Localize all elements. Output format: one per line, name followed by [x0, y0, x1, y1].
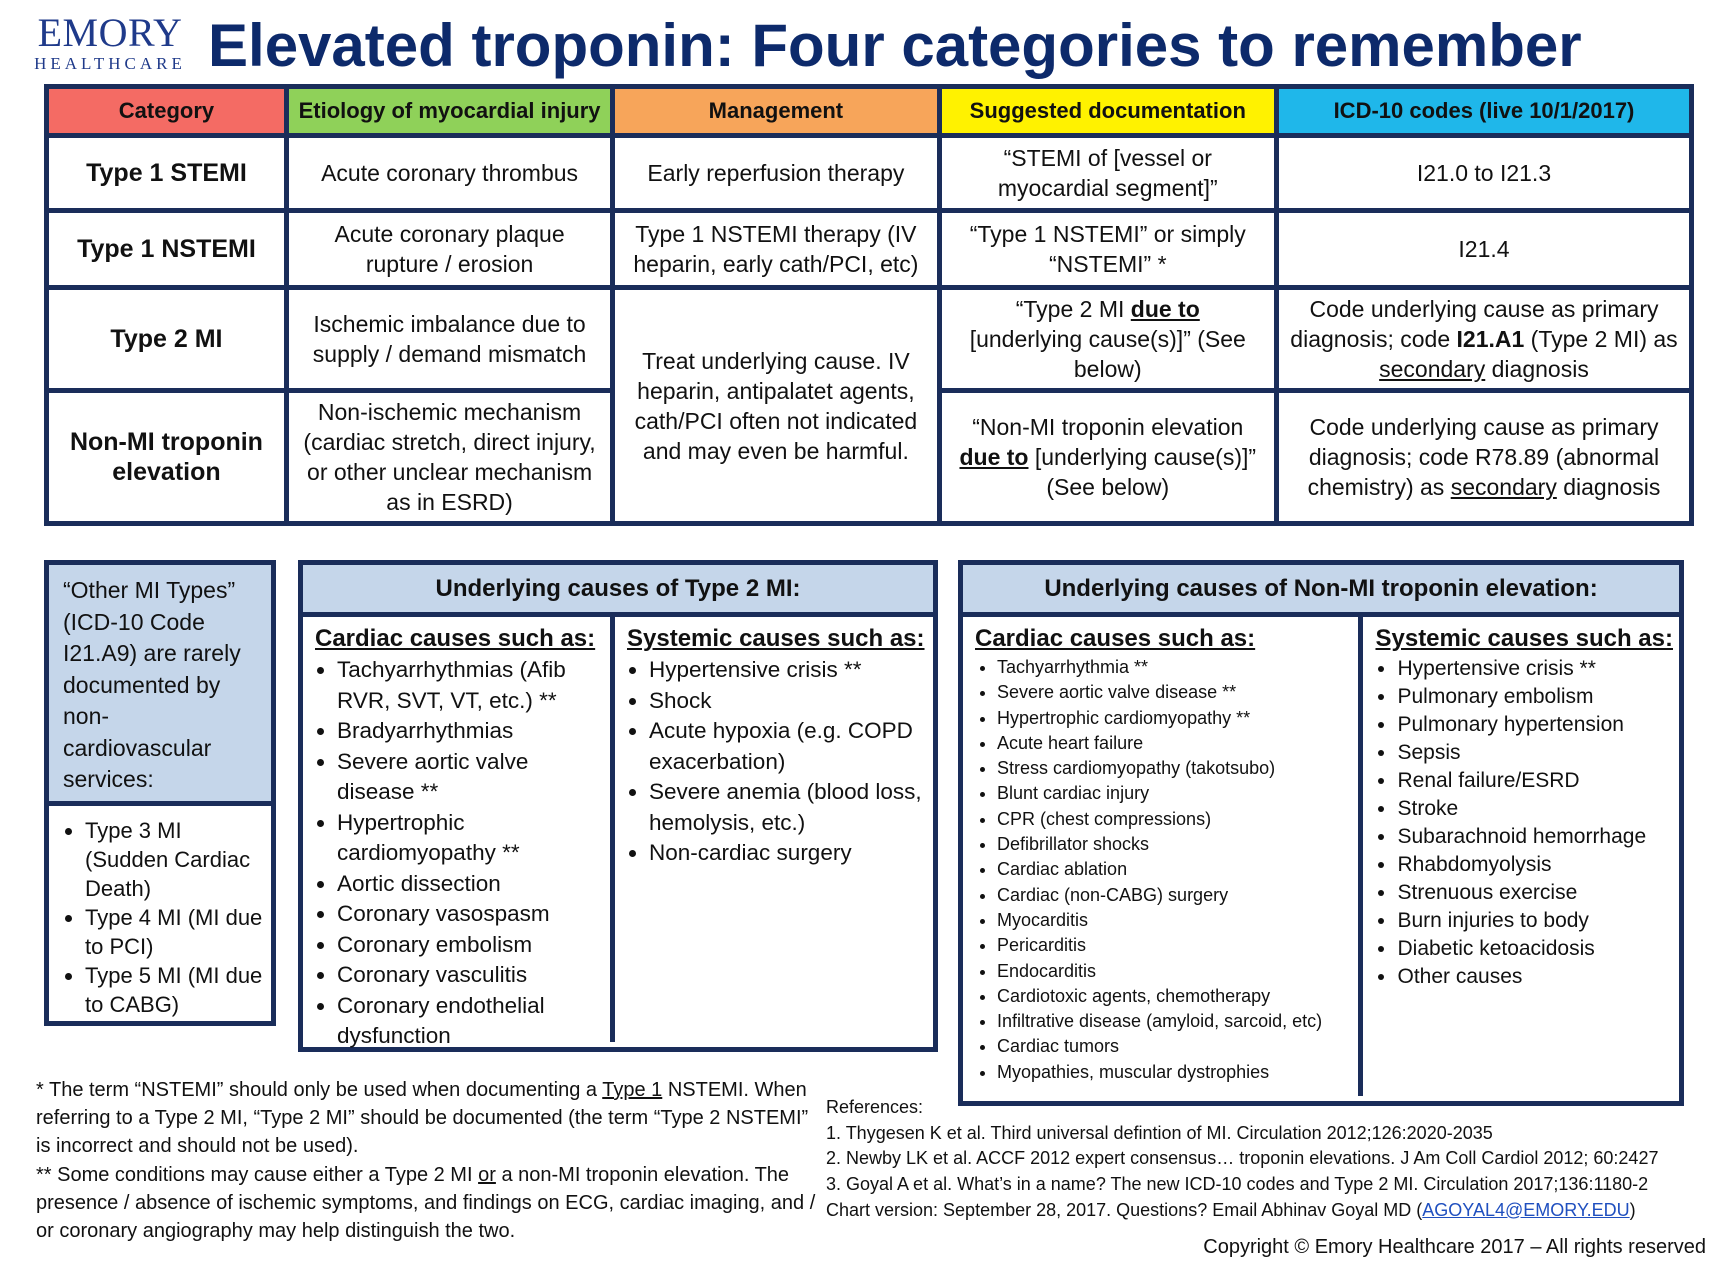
- list-item: • Defibrillator shocks: [997, 832, 1352, 857]
- nonmi-systemic-title: Systemic causes such as:: [1375, 625, 1673, 652]
- nonmi-cardiac-list: [975, 655, 1352, 1085]
- row-icd10: I21.0 to I21.3: [1279, 138, 1689, 208]
- other-mi-types-list: [63, 816, 265, 1019]
- list-item: • Diabetic ketoacidosis: [1397, 935, 1673, 963]
- type2-systemic-list: [627, 655, 927, 869]
- table-row: [49, 138, 1689, 208]
- row-icd10: Code underlying cause as primary diagnosis; code R78.89 (abnormal chemistry) as secondary diagnosis: [1279, 393, 1689, 521]
- list-item: • Bradyarrhythmias: [337, 716, 604, 747]
- list-item: • Acute hypoxia (e.g. COPD exacerbation): [649, 716, 927, 777]
- list-item: • Severe aortic valve disease **: [997, 680, 1352, 705]
- list-item: • Sepsis: [1397, 739, 1673, 767]
- nonmi-systemic-column: [1358, 617, 1679, 1096]
- reference-item: 3. Goyal A et al. What’s in a name? The new ICD-10 codes and Type 2 MI. Circulation 2017;136:1180-2: [826, 1174, 1649, 1195]
- logo-line-1: EMORY: [37, 10, 183, 55]
- list-item: • Hypertrophic cardiomyopathy **: [997, 706, 1352, 731]
- list-item: • Shock: [649, 686, 927, 717]
- row-category: Type 1 NSTEMI: [49, 213, 284, 285]
- type2-systemic-column: [610, 617, 933, 1042]
- list-item: • Coronary vasculitis: [337, 960, 604, 991]
- list-item: • Pulmonary hypertension: [1397, 711, 1673, 739]
- list-item: • Cardiac (non-CABG) surgery: [997, 883, 1352, 908]
- row-documentation: “Type 1 NSTEMI” or simply “NSTEMI” *: [942, 213, 1274, 285]
- nonmi-systemic-list: [1375, 655, 1673, 991]
- header-management: Management: [615, 89, 936, 133]
- list-item: • Tachyarrhythmias (Afib RVR, SVT, VT, etc.) **: [337, 655, 604, 716]
- page-title: Elevated troponin: Four categories to remember: [208, 12, 1582, 79]
- list-item: • Coronary vasospasm: [337, 899, 604, 930]
- list-item: • Hypertensive crisis **: [649, 655, 927, 686]
- header-icd10: ICD-10 codes (live 10/1/2017): [1279, 89, 1689, 133]
- list-item: • Hypertrophic cardiomyopathy **: [337, 808, 604, 869]
- list-item: • Acute heart failure: [997, 731, 1352, 756]
- row-etiology: Non-ischemic mechanism (cardiac stretch, direct injury, or other unclear mechanism as in ESRD): [289, 393, 610, 521]
- list-item: • Type 5 MI (MI due to CABG): [85, 961, 265, 1019]
- type2-systemic-title: Systemic causes such as:: [627, 625, 925, 652]
- row-category: Type 1 STEMI: [49, 138, 284, 208]
- table-header-row: [49, 89, 1689, 133]
- footnotes: [36, 1076, 826, 1245]
- row-documentation: “Non-MI troponin elevation due to [underlying cause(s)]” (See below): [942, 393, 1274, 521]
- list-item: • Myocarditis: [997, 908, 1352, 933]
- list-item: • Pulmonary embolism: [1397, 683, 1673, 711]
- chart-version: Chart version: September 28, 2017. Questions? Email Abhinav Goyal MD (AGOYAL4@EMORY.EDU): [826, 1199, 1636, 1220]
- list-item: • Severe aortic valve disease **: [337, 747, 604, 808]
- reference-item: 2. Newby LK et al. ACCF 2012 expert consensus… troponin elevations. J Am Coll Cardiol 2012; 60:2427: [826, 1148, 1659, 1169]
- type2-causes-title: Underlying causes of Type 2 MI:: [303, 565, 933, 617]
- type2-cardiac-column: [303, 617, 610, 1048]
- row-documentation: “Type 2 MI due to [underlying cause(s)]” (See below): [942, 290, 1274, 388]
- list-item: • Type 3 MI (Sudden Cardiac Death): [85, 816, 265, 903]
- logo-line-2: HEALTHCARE: [34, 54, 186, 73]
- list-item: • Subarachnoid hemorrhage: [1397, 823, 1673, 851]
- shared-management: Treat underlying cause. IV heparin, antipalatet agents, cath/PCI often not indicated and may even be harmful.: [615, 290, 936, 521]
- row-icd10: Code underlying cause as primary diagnosis; code I21.A1 (Type 2 MI) as secondary diagnosis: [1279, 290, 1689, 388]
- categories-table: [44, 84, 1694, 526]
- nonmi-cardiac-column: [963, 617, 1358, 1096]
- type2-cardiac-list: [315, 655, 604, 1052]
- row-etiology: Acute coronary plaque rupture / erosion: [289, 213, 610, 285]
- header-category: Category: [49, 89, 284, 133]
- list-item: • Severe anemia (blood loss, hemolysis, etc.): [649, 777, 927, 838]
- list-item: • Cardiotoxic agents, chemotherapy: [997, 984, 1352, 1009]
- reference-item: 1. Thygesen K et al. Third universal defintion of MI. Circulation 2012;126:2020-2035: [826, 1122, 1493, 1143]
- header-documentation: Suggested documentation: [942, 89, 1274, 133]
- row-management: Type 1 NSTEMI therapy (IV heparin, early cath/PCI, etc): [615, 213, 936, 285]
- list-item: • Coronary embolism: [337, 930, 604, 961]
- type2-causes-panel: [298, 560, 938, 1052]
- list-item: • Endocarditis: [997, 959, 1352, 984]
- list-item: • Stroke: [1397, 795, 1673, 823]
- row-category: Type 2 MI: [49, 290, 284, 388]
- list-item: • Hypertensive crisis **: [1397, 655, 1673, 683]
- row-category: Non-MI troponin elevation: [49, 393, 284, 521]
- other-mi-types-box: [44, 560, 276, 1026]
- list-item: • Other causes: [1397, 963, 1673, 991]
- references: [826, 1095, 1706, 1224]
- list-item: • Tachyarrhythmia **: [997, 655, 1352, 680]
- list-item: • Infiltrative disease (amyloid, sarcoid, etc): [997, 1009, 1352, 1034]
- row-etiology: Acute coronary thrombus: [289, 138, 610, 208]
- list-item: • Rhabdomyolysis: [1397, 851, 1673, 879]
- table-row: [49, 213, 1689, 285]
- list-item: • Renal failure/ESRD: [1397, 767, 1673, 795]
- row-icd10: I21.4: [1279, 213, 1689, 285]
- list-item: • Burn injuries to body: [1397, 907, 1673, 935]
- row-documentation: “STEMI of [vessel or myocardial segment]”: [942, 138, 1274, 208]
- type2-cardiac-title: Cardiac causes such as:: [315, 625, 596, 652]
- list-item: • Type 4 MI (MI due to PCI): [85, 903, 265, 961]
- header-etiology: Etiology of myocardial injury: [289, 89, 610, 133]
- list-item: • Pericarditis: [997, 933, 1352, 958]
- footnote-2: ** Some conditions may cause either a Type 2 MI or a non-MI troponin elevation. The presence / absence of ischemic symptoms, and findings on ECG, cardiac imaging, and / or coronary angiography may help distinguish the two.: [36, 1163, 816, 1243]
- list-item: • Myopathies, muscular dystrophies: [997, 1060, 1352, 1085]
- row-etiology: Ischemic imbalance due to supply / demand mismatch: [289, 290, 610, 388]
- other-mi-types-intro: “Other MI Types” (ICD-10 Code I21.A9) are rarely documented by non-cardiovascular services:: [49, 565, 271, 806]
- references-heading: References:: [826, 1097, 924, 1117]
- row-management: Early reperfusion therapy: [615, 138, 936, 208]
- list-item: • Non-cardiac surgery: [649, 838, 927, 869]
- list-item: • CPR (chest compressions): [997, 807, 1352, 832]
- footnote-1: * The term “NSTEMI” should only be used when documenting a Type 1 NSTEMI. When referring to a Type 2 MI, “Type 2 MI” should be documented (the term “Type 2 NSTEMI” is incorrect and should not be used).: [36, 1079, 809, 1158]
- nonmi-causes-panel: [958, 560, 1684, 1106]
- list-item: • Coronary endothelial dysfunction: [337, 991, 604, 1052]
- list-item: • Strenuous exercise: [1397, 879, 1673, 907]
- contact-email-link[interactable]: AGOYAL4@EMORY.EDU: [1422, 1199, 1630, 1220]
- emory-healthcare-logo: [26, 12, 194, 76]
- nonmi-cardiac-title: Cardiac causes such as:: [975, 625, 1256, 652]
- list-item: • Stress cardiomyopathy (takotsubo): [997, 756, 1352, 781]
- table-row: [49, 290, 1689, 388]
- nonmi-causes-title: Underlying causes of Non-MI troponin elevation:: [963, 565, 1679, 617]
- list-item: • Cardiac tumors: [997, 1034, 1352, 1059]
- copyright: Copyright © Emory Healthcare 2017 – All rights reserved: [1203, 1236, 1706, 1258]
- list-item: • Aortic dissection: [337, 869, 604, 900]
- list-item: • Cardiac ablation: [997, 857, 1352, 882]
- list-item: • Blunt cardiac injury: [997, 781, 1352, 806]
